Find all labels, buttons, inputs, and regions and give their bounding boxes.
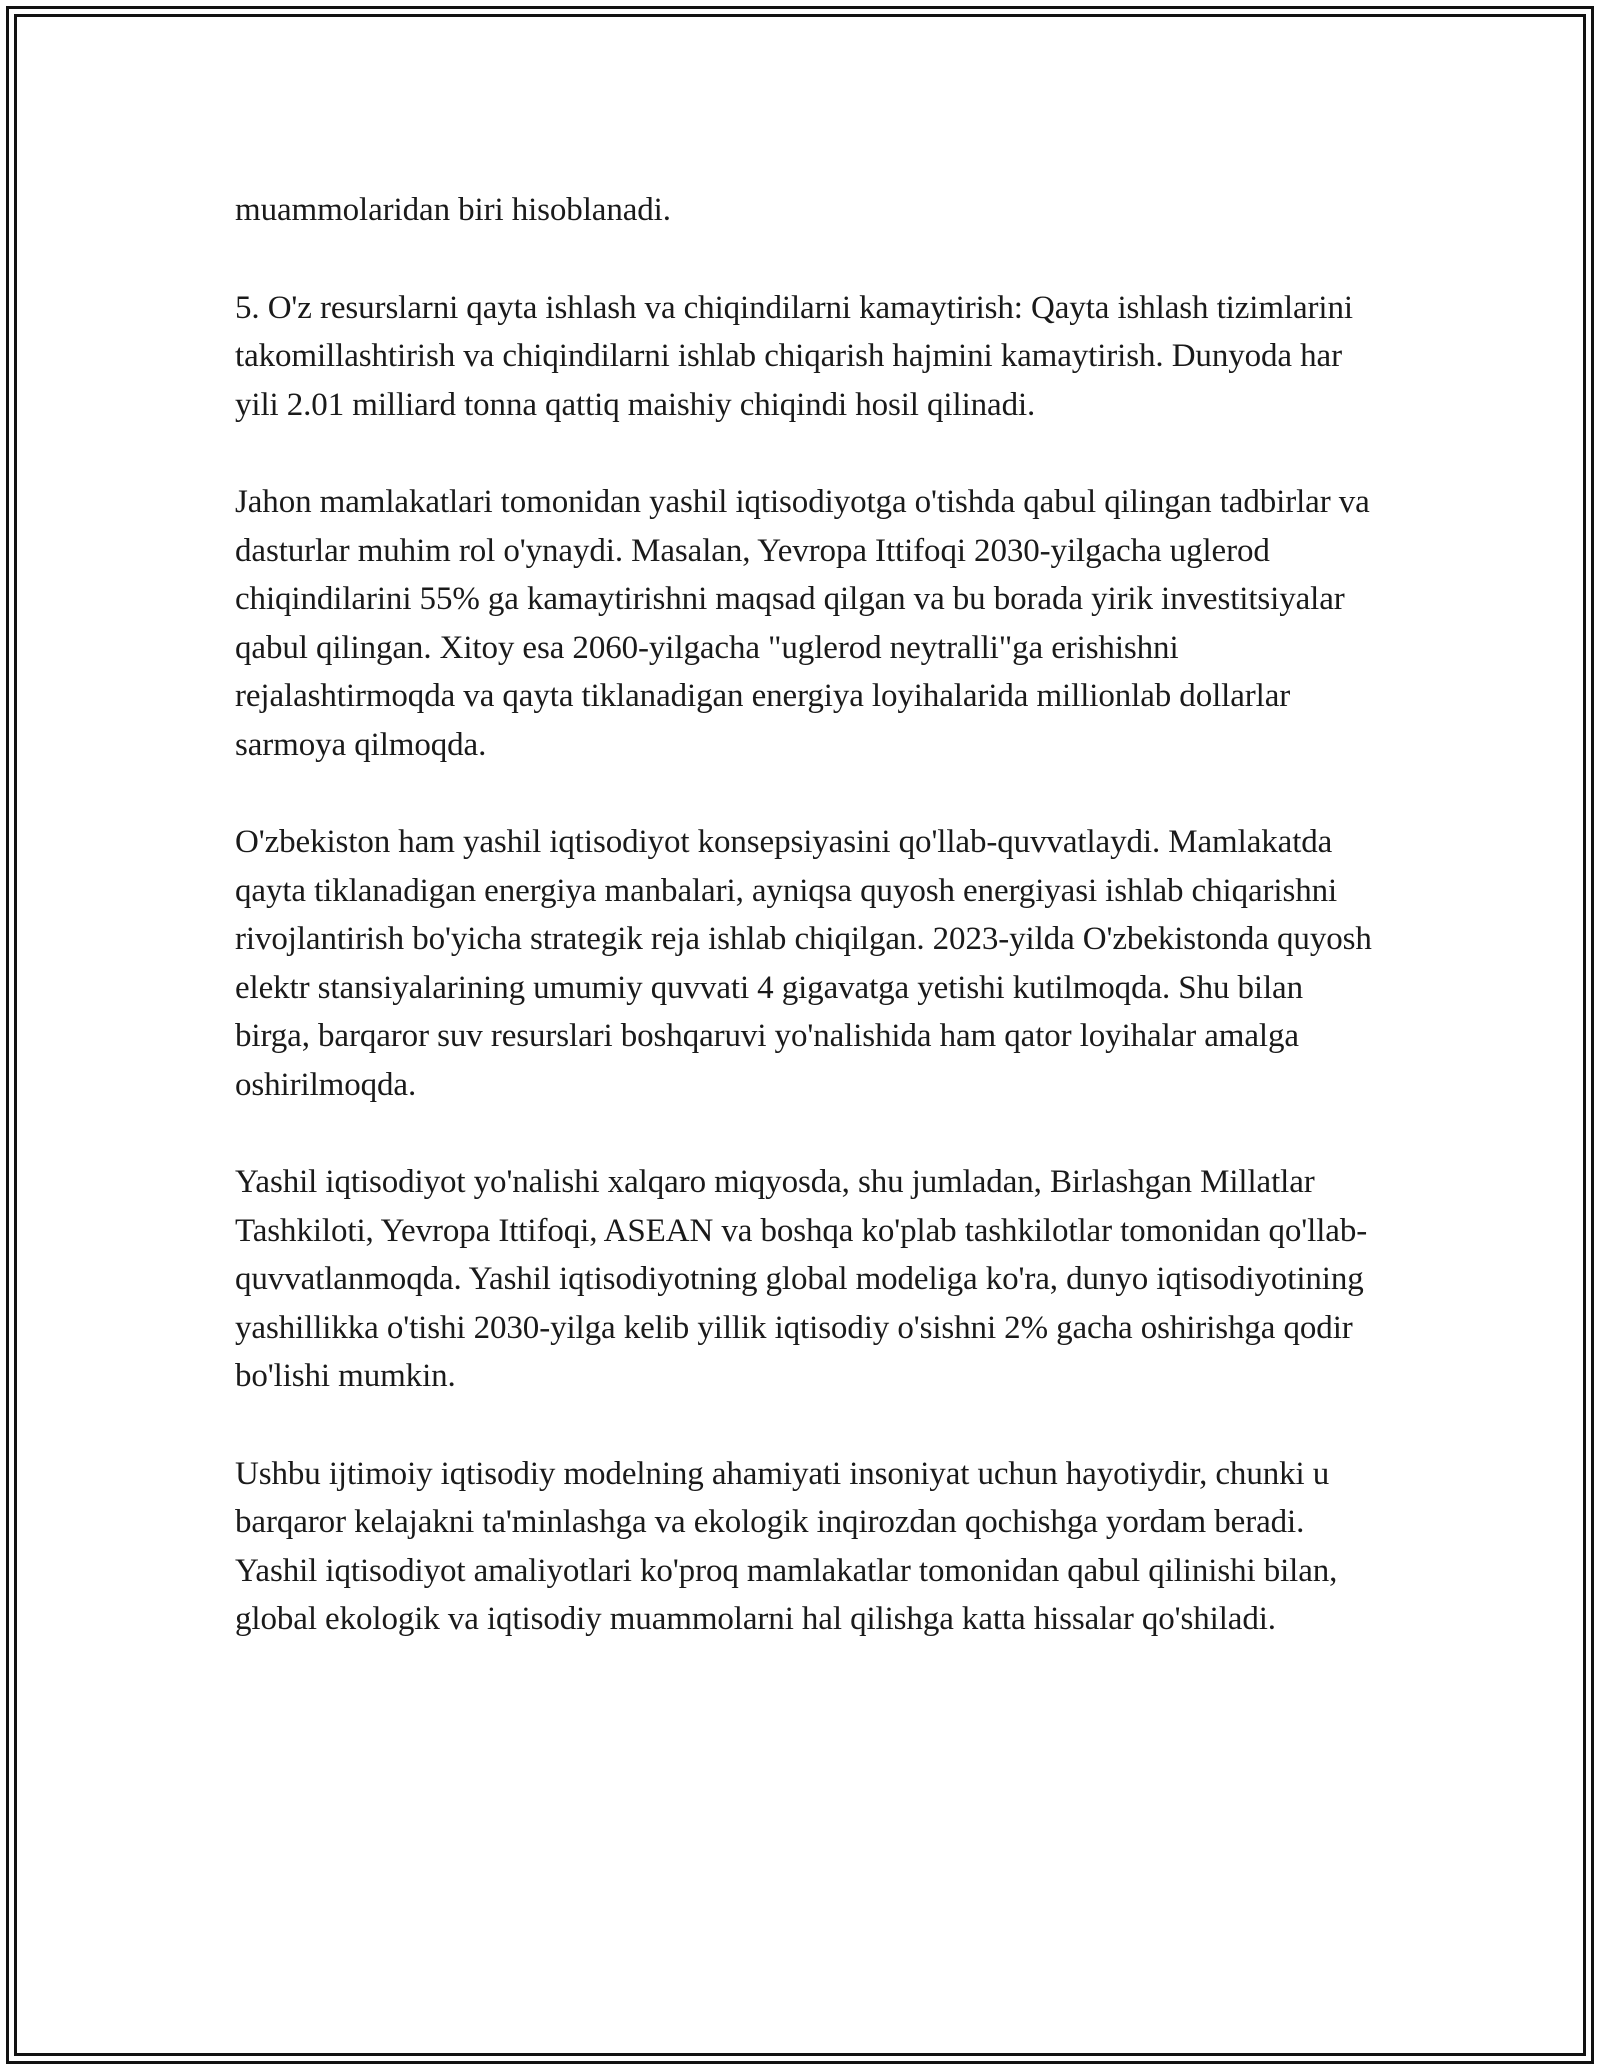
paragraph-global-programs: Jahon mamlakatlari tomonidan yashil iqtisodiyotga o'tishda qabul qilingan tadbirlar va dasturlar muhim rol o'ynaydi. Masalan, Yevropa Ittifoqi 2030-yilgacha uglerod chiqindilarini 55% ga kamaytirishni maqsad qilgan va bu borada yirik investitsiyalar qabul qilingan. Xitoy esa 2060-yilgacha "uglerod neytralli"ga erishishni rejalashtirmoqda va qayta tiklanadigan energiya loyihalarida millionlab dollarlar sarmoya qilmoqda.	[235, 484, 1370, 763]
paragraph-recycling-item: 5. O'z resurslarni qayta ishlash va chiqindilarni kamaytirish: Qayta ishlash tizimlarini takomillashtirish va chiqindilarni ishlab chiqarish hajmini kamaytirish. Dunyoda har yili 2.01 milliard tonna qattiq maishiy chiqindi hosil qilinadi.	[235, 289, 1353, 423]
paragraph-uzbekistan: O'zbekiston ham yashil iqtisodiyot konsepsiyasini qo'llab-quvvatlaydi. Mamlakatda qayta tiklanadigan energiya manbalari, ayniqsa quyosh energiyasi ishlab chiqarishni rivojlantirish bo'yicha strategik reja ishlab chiqilgan. 2023-yilda O'zbekistonda quyosh elektr stansiyalarining umumiy quvvati 4 gigavatga yetishi kutilmoqda. Shu bilan birga, barqaror suv resurslari boshqaruvi yo'nalishida ham qator loyihalar amalga oshirilmoqda.	[235, 824, 1372, 1103]
paragraph-continuation: muammolaridan biri hisoblanadi.	[235, 192, 671, 228]
paragraph-conclusion: Ushbu ijtimoiy iqtisodiy modelning ahamiyati insoniyat uchun hayotiydir, chunki u barqaror kelajakni ta'minlashga va ekologik inqirozdan qochishga yordam beradi. Yashil iqtisodiyot amaliyotlari ko'proq mamlakatlar tomonidan qabul qilinishi bilan, global ekologik va iqtisodiy muammolarni hal qilishga katta hissalar qo'shiladi.	[235, 1455, 1338, 1637]
paragraph-international-support: Yashil iqtisodiyot yo'nalishi xalqaro miqyosda, shu jumladan, Birlashgan Millatlar Tashkiloti, Yevropa Ittifoqi, ASEAN va boshqa ko'plab tashkilotlar tomonidan qo'llab-quvvatlanmoqda. Yashil iqtisodiyotning global modeliga ko'ra, dunyo iqtisodiyotining yashillikka o'tishi 2030-yilga kelib yillik iqtisodiy o'sishni 2% gacha oshirishga qodir bo'lishi mumkin.	[235, 1164, 1368, 1394]
document-body	[235, 186, 1385, 1693]
